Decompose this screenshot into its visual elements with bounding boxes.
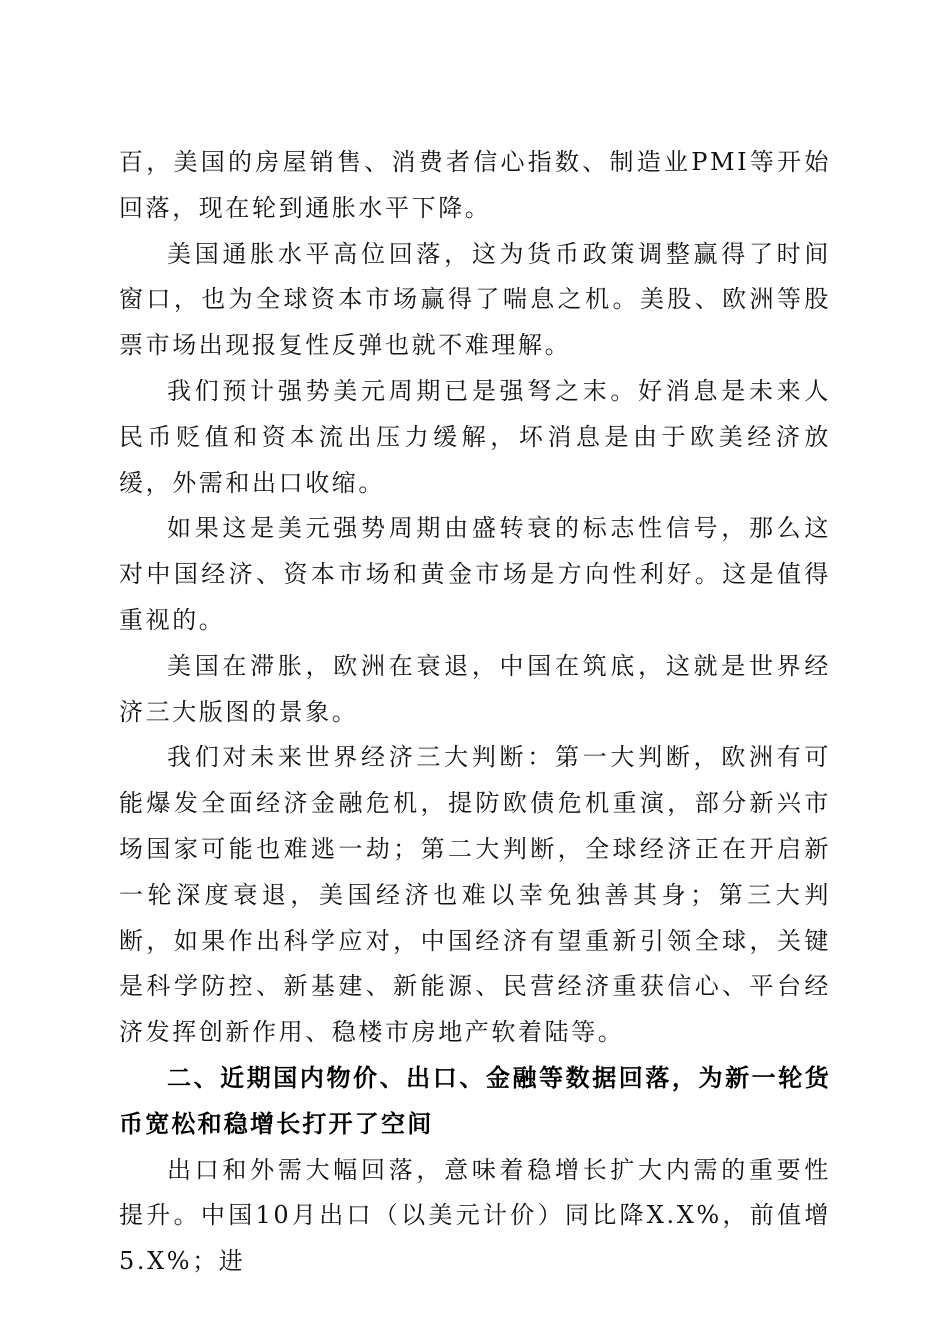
paragraph-5: 美国在滞胀，欧洲在衰退，中国在筑底，这就是世界经济三大版图的景象。 bbox=[119, 651, 831, 726]
paragraph-4: 如果这是美元强势周期由盛转衰的标志性信号，那么这对中国经济、资本市场和黄金市场是方向性利好。这是值得重视的。 bbox=[119, 514, 831, 634]
paragraph-7: 出口和外需大幅回落，意味着稳增长扩大内需的重要性提升。中国10月出口（以美元计价）同比降X.X%，前值增5.X%；进 bbox=[119, 1155, 831, 1276]
document-body bbox=[119, 140, 831, 1285]
section-heading: 二、近期国内物价、出口、金融等数据回落，为新一轮货币宽松和稳增长打开了空间 bbox=[119, 1063, 831, 1138]
paragraph-3: 我们预计强势美元周期已是强弩之末。好消息是未来人民币贬值和资本流出压力缓解，坏消息是由于欧美经济放缓，外需和出口收缩。 bbox=[119, 376, 831, 497]
paragraph-6: 我们对未来世界经济三大判断：第一大判断，欧洲有可能爆发全面经济金融危机，提防欧债危机重演，部分新兴市场国家可能也难逃一劫；第二大判断，全球经济正在开启新一轮深度衰退，美国经济也难以幸免独善其身；第三大判断，如果作出科学应对，中国经济有望重新引领全球，关键是科学防控、新基建、新能源、民营经济重获信心、平台经济发挥创新作用、稳楼市房地产软着陆等。 bbox=[119, 743, 831, 1047]
paragraph-1: 百，美国的房屋销售、消费者信心指数、制造业PMI等开始回落，现在轮到通胀水平下降。 bbox=[119, 148, 831, 222]
paragraph-2: 美国通胀水平高位回落，这为货币政策调整赢得了时间窗口，也为全球资本市场赢得了喘息之机。美股、欧洲等股票市场出现报复性反弹也就不难理解。 bbox=[119, 239, 831, 360]
